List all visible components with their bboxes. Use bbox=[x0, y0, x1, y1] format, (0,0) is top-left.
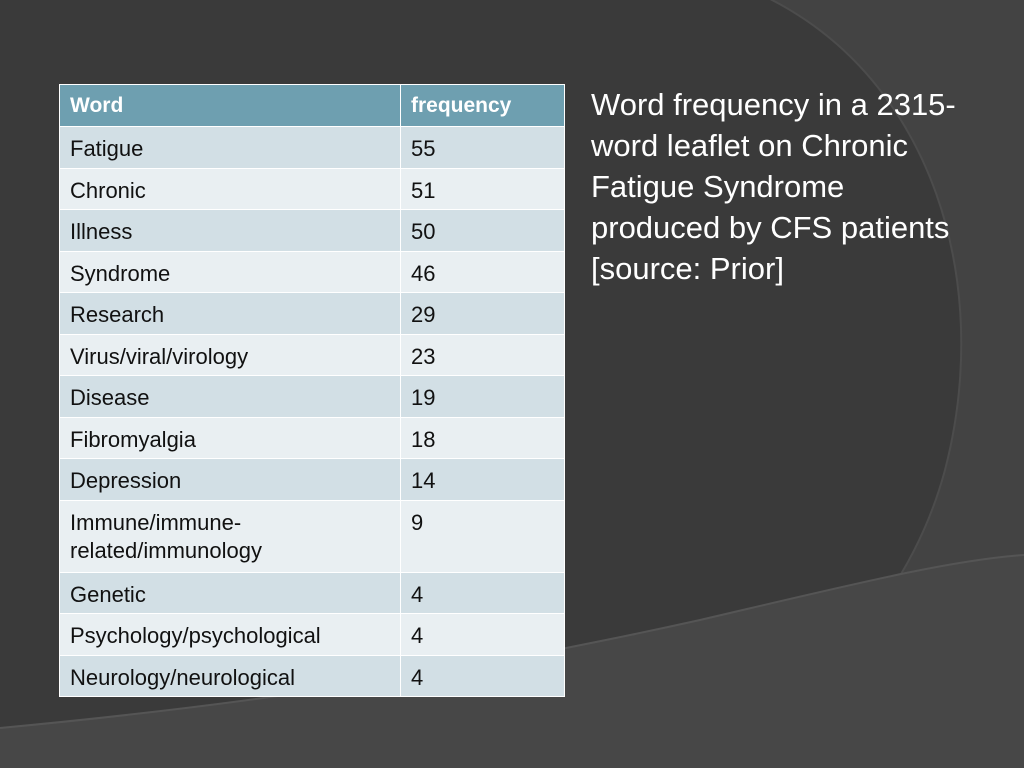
frequency-cell: 19 bbox=[401, 376, 565, 418]
table-row bbox=[60, 572, 565, 614]
word-cell: Genetic bbox=[60, 572, 401, 614]
word-cell: Research bbox=[60, 293, 401, 335]
table-row bbox=[60, 293, 565, 335]
word-cell: Disease bbox=[60, 376, 401, 418]
word-cell: Chronic bbox=[60, 168, 401, 210]
frequency-cell: 4 bbox=[401, 572, 565, 614]
table-row bbox=[60, 500, 565, 572]
frequency-cell: 18 bbox=[401, 417, 565, 459]
table-row bbox=[60, 168, 565, 210]
frequency-cell: 50 bbox=[401, 210, 565, 252]
word-cell: Depression bbox=[60, 459, 401, 501]
frequency-cell: 46 bbox=[401, 251, 565, 293]
word-cell: Syndrome bbox=[60, 251, 401, 293]
table-row bbox=[60, 210, 565, 252]
word-cell: Immune/immune-related/immunology bbox=[60, 500, 401, 572]
word-cell: Neurology/neurological bbox=[60, 655, 401, 697]
column-header-word: Word bbox=[60, 85, 401, 127]
frequency-cell: 29 bbox=[401, 293, 565, 335]
word-cell: Fatigue bbox=[60, 127, 401, 169]
table-row bbox=[60, 251, 565, 293]
frequency-cell: 55 bbox=[401, 127, 565, 169]
table-row bbox=[60, 417, 565, 459]
frequency-cell: 4 bbox=[401, 655, 565, 697]
word-cell: Fibromyalgia bbox=[60, 417, 401, 459]
word-cell: Psychology/psychological bbox=[60, 614, 401, 656]
table-row bbox=[60, 614, 565, 656]
slide-caption: Word frequency in a 2315-word leaflet on Chronic Fatigue Syndrome produced by CFS patients [source: Prior] bbox=[591, 87, 956, 286]
frequency-cell: 9 bbox=[401, 500, 565, 572]
column-header-frequency: frequency bbox=[401, 85, 565, 127]
word-cell: Illness bbox=[60, 210, 401, 252]
frequency-cell: 51 bbox=[401, 168, 565, 210]
table-row bbox=[60, 459, 565, 501]
table-row bbox=[60, 376, 565, 418]
table-row bbox=[60, 127, 565, 169]
frequency-cell: 23 bbox=[401, 334, 565, 376]
word-cell: Virus/viral/virology bbox=[60, 334, 401, 376]
table-row bbox=[60, 655, 565, 697]
frequency-cell: 14 bbox=[401, 459, 565, 501]
table-row bbox=[60, 334, 565, 376]
word-frequency-table bbox=[59, 84, 565, 697]
table-header-row bbox=[60, 85, 565, 127]
frequency-cell: 4 bbox=[401, 614, 565, 656]
